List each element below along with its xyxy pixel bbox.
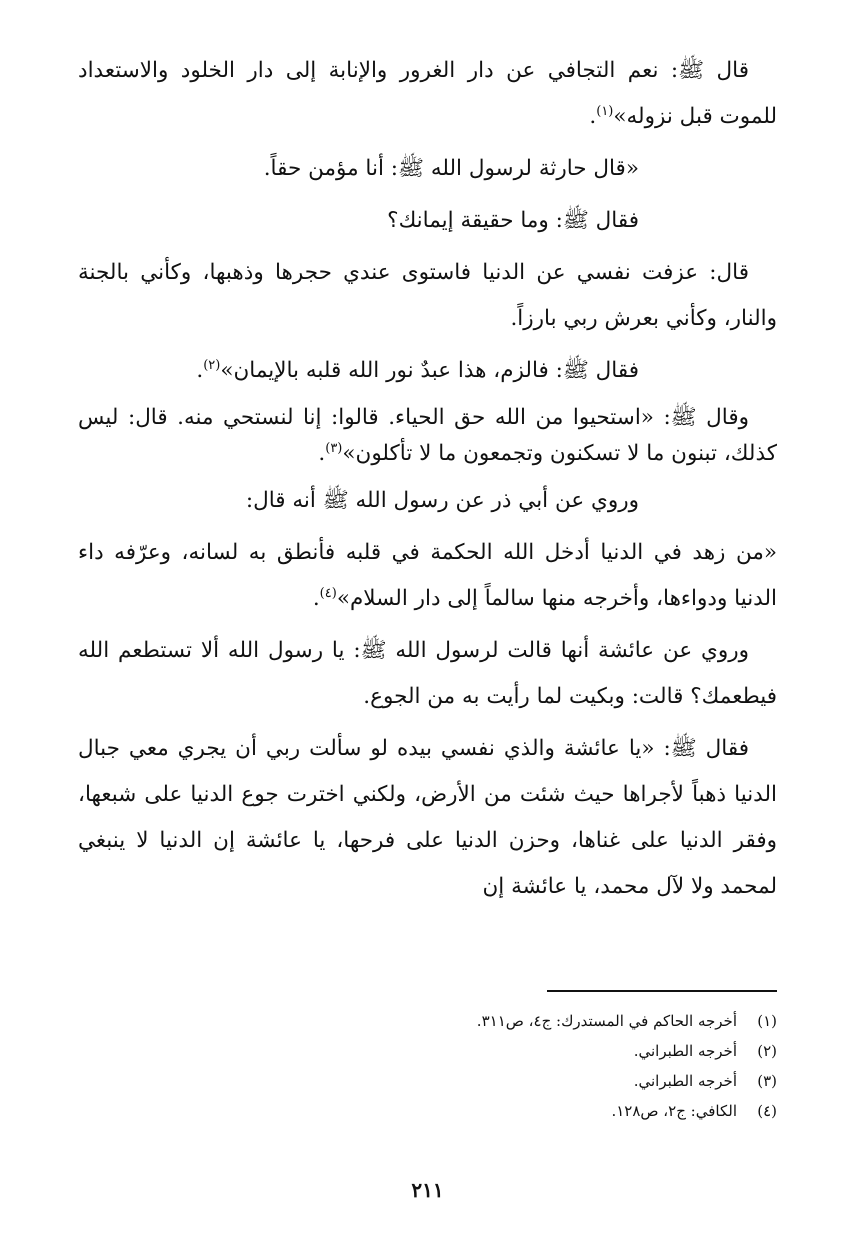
paragraph-1 [78,48,777,140]
footnote-2-number: (٢) [757,1042,777,1060]
paragraph-2-text: «قال حارثة لرسول الله ﷺ: أنا مؤمن حقاً. [263,156,639,181]
paragraph-1-text: قال ﷺ: نعم التجافي عن دار الغرور والإنابة إلى دار الخلود والاستعداد للموت قبل نزوله» [78,58,777,129]
footnote-2 [78,1036,777,1066]
footnote-2-text: أخرجه الطبراني. [633,1042,737,1060]
paragraph-6-tail: . [318,441,326,466]
paragraph-6 [78,400,777,472]
paragraph-2 [78,146,777,192]
footnote-ref-1: (١) [596,103,614,119]
footnote-3-text: أخرجه الطبراني. [633,1072,737,1090]
paragraph-8-tail: . [312,586,320,611]
body-text [78,48,777,916]
footnote-1-number: (١) [757,1012,777,1030]
paragraph-1-tail: . [589,104,597,129]
paragraph-3 [78,198,777,244]
paragraph-5-text: فقال ﷺ: فالزم، هذا عبدٌ نور الله قلبه بالإيمان» [220,358,639,383]
paragraph-6-text: وقال ﷺ: «استحيوا من الله حق الحياء. قالوا: إنا لنستحي منه. قال: ليس كذلك، تبنون ما لا تسكنون وتجمعون ما لا تأكلون» [78,405,777,466]
paragraph-5-tail: . [196,358,204,383]
paragraph-3-text: فقال ﷺ: وما حقيقة إيمانك؟ [387,208,639,233]
footnote-3 [78,1066,777,1096]
footnote-1 [78,1006,777,1036]
paragraph-10 [78,726,777,910]
paragraph-8-text: «من زهد في الدنيا أدخل الله الحكمة في قلبه فأنطق به لسانه، وعرّفه داء الدنيا ودواءها، وأخرجه منها سالماً إلى دار السلام» [78,540,777,611]
footnote-1-text: أخرجه الحاكم في المستدرك: ج٤، ص٣١١. [476,1012,737,1030]
footnotes [78,1006,777,1126]
paragraph-9 [78,628,777,720]
paragraph-4-text: قال: عزفت نفسي عن الدنيا فاستوى عندي حجرها وذهبها، وكأني بالجنة والنار، وكأني بعرش ربي بارزاً. [78,260,777,331]
paragraph-10-text: فقال ﷺ: «يا عائشة والذي نفسي بيده لو سألت ربي أن يجري معي جبال الدنيا ذهباً لأجراها حيث شئت من الأرض، ولكني اخترت جوع الدنيا على شبعها، وفقر الدنيا على غناها، وحزن الدنيا على فرحها، يا عائشة إن الدنيا لا ينبغي لمحمد ولا لآل محمد، يا عائشة إن [78,736,777,899]
paragraph-7-text: وروي عن أبي ذر عن رسول الله ﷺ أنه قال: [245,488,639,513]
paragraph-8 [78,530,777,622]
paragraph-5 [78,348,777,394]
paragraph-4 [78,250,777,342]
page-number: ٢١١ [411,1178,444,1202]
footnote-4-text: الكافي: ج٢، ص١٢٨. [611,1102,737,1120]
footnote-4-number: (٤) [757,1102,777,1120]
footnote-4 [78,1096,777,1126]
paragraph-7 [78,478,777,524]
footnote-3-number: (٣) [757,1072,777,1090]
footnote-ref-2: (٢) [203,357,221,373]
paragraph-9-text: وروي عن عائشة أنها قالت لرسول الله ﷺ: يا رسول الله ألا تستطعم الله فيطعمك؟ قالت: وبكيت لما رأيت به من الجوع. [78,638,777,709]
footnote-ref-3: (٣) [325,440,343,456]
footnote-separator [547,990,777,992]
footnote-ref-4: (٤) [319,585,337,601]
